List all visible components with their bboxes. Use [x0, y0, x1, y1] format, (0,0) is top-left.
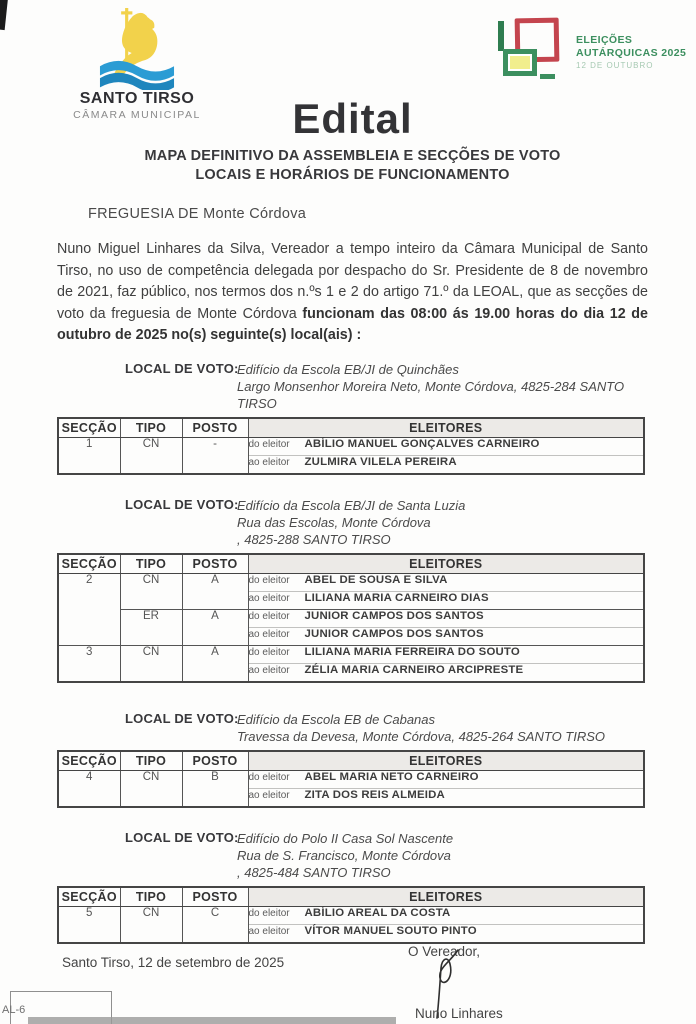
voting-table: [57, 886, 645, 944]
local-label: LOCAL DE VOTO:: [125, 360, 239, 376]
doc-subtitle: [57, 147, 648, 185]
col-eleitores: ELEITORES: [248, 751, 644, 771]
local-address: [237, 830, 453, 881]
address-line: TIRSO: [237, 395, 277, 411]
col-eleitores: ELEITORES: [248, 418, 644, 438]
address-line: Edifício da Escola EB/JI de Quinchães: [237, 361, 459, 377]
eleitor-label: ao eleitor: [248, 457, 290, 468]
local-block: [125, 497, 648, 548]
eleitor-name: ABÍLIO MANUEL GONÇALVES CARNEIRO: [304, 438, 540, 450]
local-block: [125, 711, 648, 745]
eleitor-name: LILIANA MARIA CARNEIRO DIAS: [304, 592, 489, 604]
seccao-cell: 3: [58, 646, 120, 682]
eleitor-name: ZULMIRA VILELA PEREIRA: [304, 456, 457, 468]
local-address: [237, 711, 605, 745]
eleitor-label: do eleitor: [248, 439, 290, 450]
eleitor-range-cell: [248, 664, 644, 682]
eleitor-range-cell: [248, 438, 644, 456]
elections-line3: 12 DE OUTUBRO: [576, 61, 654, 70]
eleitor-range-cell: [248, 610, 644, 628]
eleitor-range-cell: [248, 592, 644, 610]
eleitor-range-cell: [248, 628, 644, 646]
posto-cell: -: [182, 438, 248, 474]
seccao-cell: 1: [58, 438, 120, 474]
eleitor-label: do eleitor: [248, 908, 290, 919]
date-line: Santo Tirso, 12 de setembro de 2025: [62, 954, 285, 970]
tipo-cell: CN: [120, 771, 182, 807]
eleitor-range-cell: [248, 771, 644, 789]
local-label: LOCAL DE VOTO:: [125, 710, 239, 726]
document-body: [57, 96, 648, 970]
elections-logo: [498, 18, 686, 84]
seccao-cell: 4: [58, 771, 120, 807]
posto-cell: C: [182, 907, 248, 943]
eleitor-label: do eleitor: [248, 772, 290, 783]
eleitor-label: ao eleitor: [248, 665, 290, 676]
elections-line2: AUTÁRQUICAS 2025: [576, 47, 687, 59]
col-seccao: SECÇÃO: [58, 887, 120, 907]
col-seccao: SECÇÃO: [58, 554, 120, 574]
address-line: Rua das Escolas, Monte Córdova: [237, 514, 431, 530]
eleitor-label: do eleitor: [248, 647, 290, 658]
col-posto: POSTO: [182, 751, 248, 771]
posto-cell: A: [182, 574, 248, 610]
eleitor-label: ao eleitor: [248, 790, 290, 801]
eleitor-range-cell: [248, 925, 644, 943]
col-eleitores: ELEITORES: [248, 887, 644, 907]
col-seccao: SECÇÃO: [58, 418, 120, 438]
eleitor-range-cell: [248, 646, 644, 664]
eleitor-range-cell: [248, 789, 644, 807]
doc-subtitle-line2: LOCAIS E HORÁRIOS DE FUNCIONAMENTO: [195, 167, 510, 183]
tipo-cell: CN: [120, 574, 182, 610]
elections-line1: ELEIÇÕES: [576, 34, 633, 46]
eleitor-name: ABEL DE SOUSA E SILVA: [304, 574, 448, 586]
local-section: [57, 497, 648, 683]
elections-logo-text: [576, 18, 686, 70]
posto-cell: B: [182, 771, 248, 807]
tipo-cell: CN: [120, 438, 182, 474]
col-eleitores: ELEITORES: [248, 554, 644, 574]
eleitor-name: VÍTOR MANUEL SOUTO PINTO: [304, 925, 477, 937]
body-paragraph: [57, 239, 648, 347]
municipal-subtitle: CÂMARA MUNICIPAL: [73, 109, 201, 121]
voting-table: [57, 750, 645, 808]
address-line: Largo Monsenhor Moreira Neto, Monte Córdova, 4825-284 SANTO: [237, 378, 625, 394]
seccao-cell: 5: [58, 907, 120, 943]
local-section: [57, 361, 648, 475]
col-tipo: TIPO: [120, 887, 182, 907]
elections-logo-icon: [498, 18, 564, 84]
eleitor-name: JUNIOR CAMPOS DOS SANTOS: [304, 628, 484, 640]
col-tipo: TIPO: [120, 418, 182, 438]
eleitor-label: ao eleitor: [248, 629, 290, 640]
local-block: [125, 830, 648, 881]
posto-cell: A: [182, 646, 248, 682]
local-section: [57, 711, 648, 808]
body-paragraph-bold: funcionam das 08:00 ás 19.00 horas do dia 12 de outubro de 2025 no(s) seguinte(s) local(ais) :: [57, 305, 648, 343]
eleitor-label: ao eleitor: [248, 593, 290, 604]
signature-name: Nuno Linhares: [415, 1006, 503, 1021]
seccao-cell: 2: [58, 574, 120, 646]
body-paragraph-normal: Nuno Miguel Linhares da Silva, Vereador a tempo inteiro da Câmara Municipal de Santo Tirso, no uso de competência delegada por despacho do Sr. Presidente de 8 de novembro de 2021, faz público, nos termos dos n.ºs 1 e 2 do artigo 71.º da LEOAL, que as secções de voto da freguesia de Monte Córdova: [57, 241, 648, 322]
scan-edge-artifact: [28, 1017, 396, 1024]
doc-code: AL-6: [2, 1004, 26, 1016]
municipal-name: SANTO TIRSO: [79, 90, 195, 107]
eleitor-range-cell: [248, 574, 644, 592]
eleitor-name: ZITA DOS REIS ALMEIDA: [304, 789, 445, 801]
voting-table: [57, 553, 645, 683]
col-tipo: TIPO: [120, 554, 182, 574]
address-line: Edifício da Escola EB de Cabanas: [237, 711, 436, 727]
eleitor-range-cell: [248, 907, 644, 925]
freguesia-heading: FREGUESIA DE Monte Córdova: [88, 206, 307, 222]
eleitor-label: do eleitor: [248, 575, 290, 586]
local-address: [237, 497, 465, 548]
col-posto: POSTO: [182, 887, 248, 907]
eleitor-name: LILIANA MARIA FERREIRA DO SOUTO: [304, 646, 520, 658]
locais-container: [57, 361, 648, 944]
local-section: [57, 830, 648, 944]
eleitor-name: ABÍLIO AREAL DA COSTA: [304, 907, 451, 919]
signature-block: [408, 944, 568, 1021]
local-address: [237, 361, 624, 412]
scan-corner-artifact: [0, 0, 8, 30]
local-block: [125, 361, 648, 412]
eleitor-label: do eleitor: [248, 611, 290, 622]
eleitor-range-cell: [248, 456, 644, 474]
tipo-cell: ER: [120, 610, 182, 646]
eleitor-name: ABEL MARIA NETO CARNEIRO: [304, 771, 479, 783]
page-title: Edital: [292, 95, 413, 142]
address-line: Travessa da Devesa, Monte Córdova, 4825-264 SANTO TIRSO: [237, 728, 606, 744]
local-label: LOCAL DE VOTO:: [125, 829, 239, 845]
tipo-cell: CN: [120, 646, 182, 682]
eleitor-name: ZÉLIA MARIA CARNEIRO ARCIPRESTE: [304, 664, 524, 676]
col-posto: POSTO: [182, 554, 248, 574]
address-line: , 4825-484 SANTO TIRSO: [237, 864, 391, 880]
address-line: Edifício da Escola EB/JI de Santa Luzia: [237, 497, 466, 513]
address-line: Rua de S. Francisco, Monte Córdova: [237, 847, 451, 863]
eleitor-label: ao eleitor: [248, 926, 290, 937]
local-label: LOCAL DE VOTO:: [125, 496, 239, 512]
col-posto: POSTO: [182, 418, 248, 438]
voting-table: [57, 417, 645, 475]
lion-and-waves-icon: [89, 8, 185, 90]
signature-role: O Vereador,: [408, 944, 481, 959]
tipo-cell: CN: [120, 907, 182, 943]
doc-subtitle-line1: MAPA DEFINITIVO DA ASSEMBLEIA E SECÇÕES DE VOTO: [144, 148, 561, 164]
eleitor-name: JUNIOR CAMPOS DOS SANTOS: [304, 610, 484, 622]
address-line: , 4825-288 SANTO TIRSO: [237, 531, 391, 547]
col-seccao: SECÇÃO: [58, 751, 120, 771]
address-line: Edifício do Polo II Casa Sol Nascente: [237, 830, 454, 846]
posto-cell: A: [182, 610, 248, 646]
col-tipo: TIPO: [120, 751, 182, 771]
